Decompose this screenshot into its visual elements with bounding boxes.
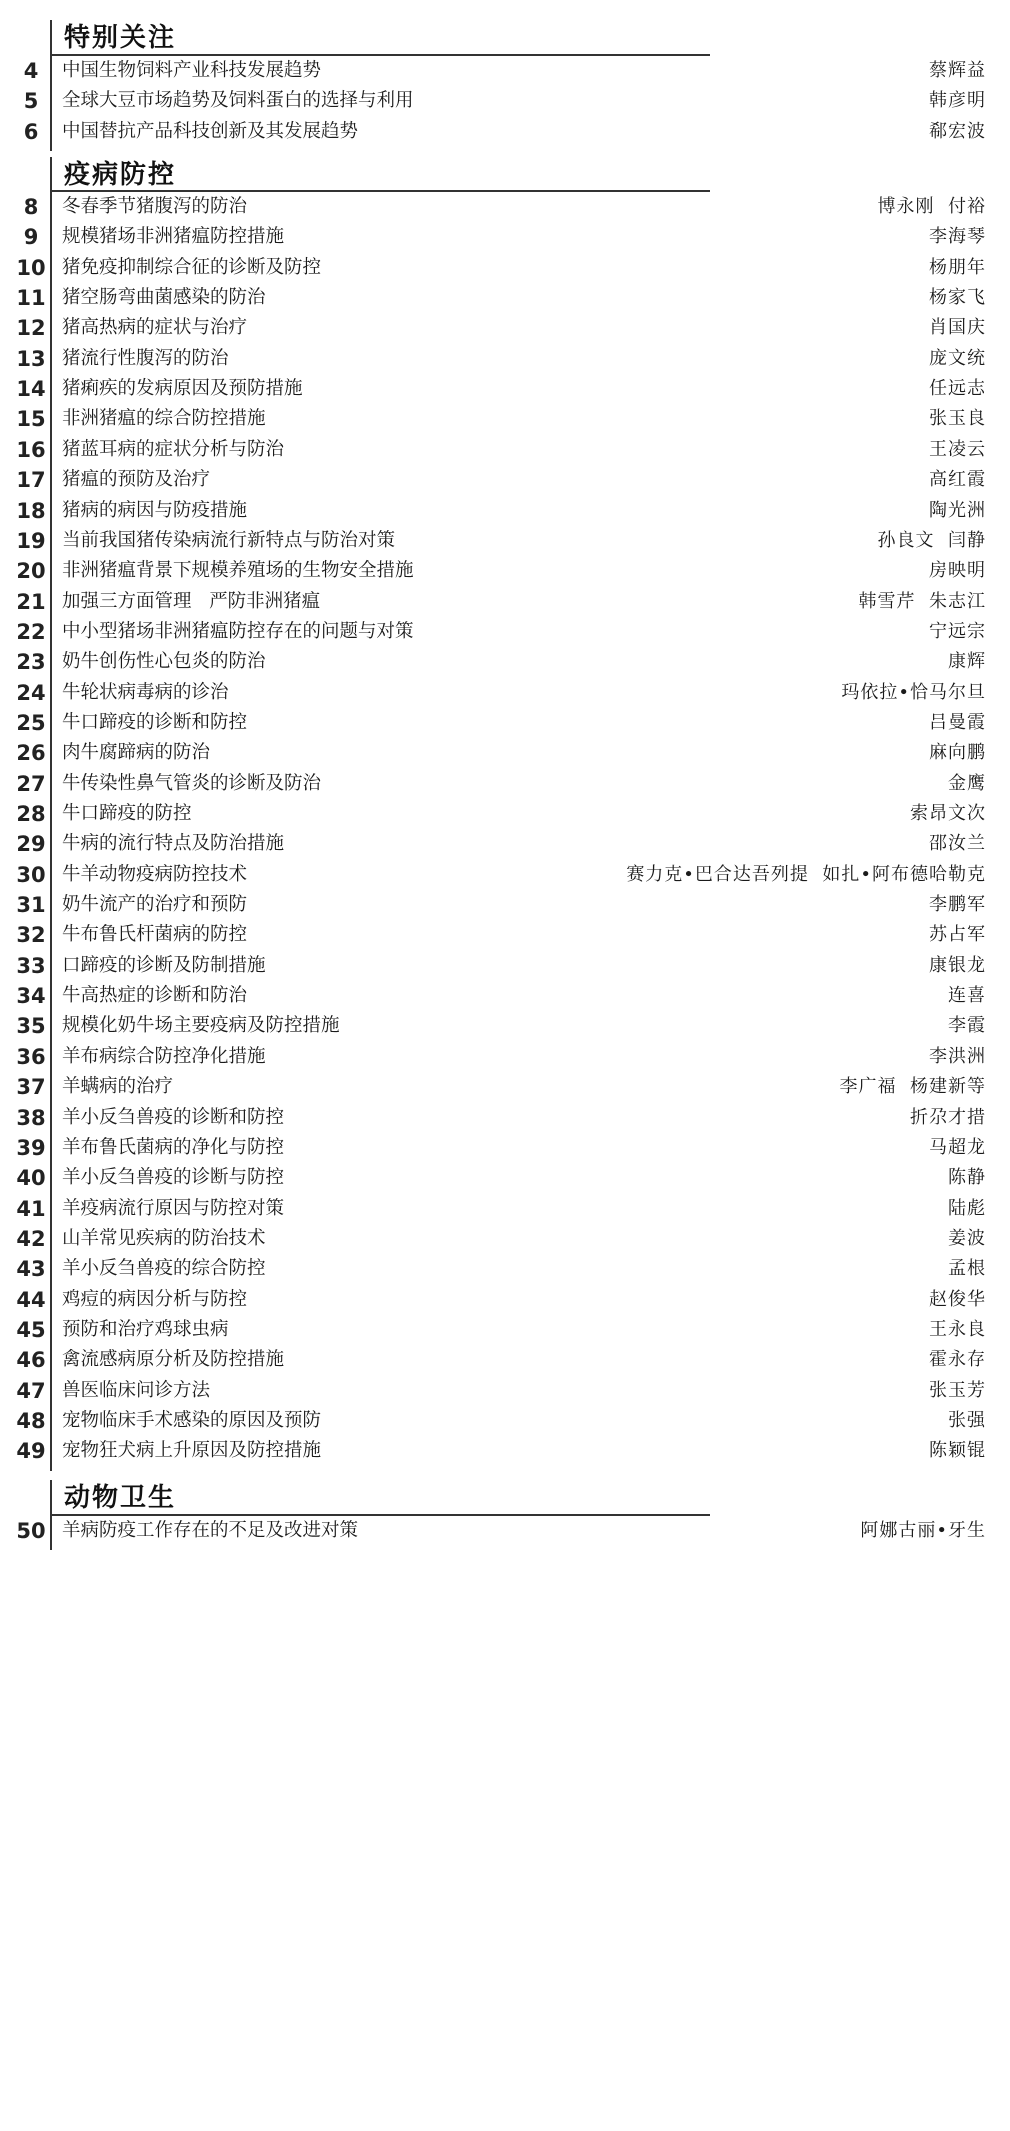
toc-entry[interactable] xyxy=(0,1011,1010,1041)
article-author: 玛依拉•恰马尔旦 xyxy=(841,681,986,703)
page-number: 29 xyxy=(16,832,46,857)
article-title: 山羊常见疾病的防治技术 xyxy=(62,1227,266,1249)
article-title: 预防和治疗鸡球虫病 xyxy=(62,1318,229,1340)
article-author: 孙良文 闫静 xyxy=(877,529,986,551)
toc-entry[interactable] xyxy=(0,1163,1010,1193)
toc-entry[interactable] xyxy=(0,920,1010,950)
page-number: 5 xyxy=(23,89,39,114)
page-number: 9 xyxy=(23,225,39,250)
toc-entry[interactable] xyxy=(0,951,1010,981)
article-title: 口蹄疫的诊断及防制措施 xyxy=(62,954,266,976)
page-number: 16 xyxy=(16,437,46,462)
page-number: 17 xyxy=(16,468,46,493)
page-number: 28 xyxy=(16,802,46,826)
article-author: 李鹏军 xyxy=(929,894,986,916)
article-title: 兽医临床问诊方法 xyxy=(62,1379,211,1401)
toc-entry[interactable] xyxy=(0,86,1010,116)
article-title: 羊疫病流行原因与防控对策 xyxy=(62,1197,285,1219)
toc-entry[interactable] xyxy=(0,708,1010,738)
page-number: 13 xyxy=(16,346,46,371)
article-author: 王永良 xyxy=(929,1318,986,1340)
toc-entry[interactable] xyxy=(0,404,1010,434)
toc-entry[interactable] xyxy=(0,374,1010,404)
article-title: 牛口蹄疫的防控 xyxy=(62,803,192,824)
page-number: 24 xyxy=(16,680,46,705)
page-number: 18 xyxy=(16,498,46,523)
page-number: 33 xyxy=(16,953,46,978)
toc-entry[interactable] xyxy=(0,192,1010,222)
section-title: 特别关注 xyxy=(64,23,177,53)
toc-entry[interactable] xyxy=(0,981,1010,1011)
article-author: 肖国庆 xyxy=(929,317,986,339)
toc-entry[interactable] xyxy=(0,283,1010,313)
page-number: 47 xyxy=(16,1378,46,1403)
toc-entry[interactable] xyxy=(0,496,1010,526)
toc-entry[interactable] xyxy=(0,1133,1010,1163)
article-author: 杨家飞 xyxy=(929,287,986,309)
article-author: 金鹰 xyxy=(948,772,986,794)
toc-entry[interactable] xyxy=(0,647,1010,677)
toc-entry[interactable] xyxy=(0,1436,1010,1466)
page-number: 10 xyxy=(16,255,46,280)
page-number: 11 xyxy=(16,286,46,311)
article-title: 猪痢疾的发病原因及预防措施 xyxy=(62,378,303,400)
section-title: 疫病防控 xyxy=(64,160,177,190)
toc-entry[interactable] xyxy=(0,1406,1010,1436)
page-number: 31 xyxy=(16,893,46,918)
article-title: 猪高热病的症状与治疗 xyxy=(62,317,248,339)
toc-entry[interactable] xyxy=(0,253,1010,283)
article-author: 姜波 xyxy=(948,1227,986,1249)
toc-entry[interactable] xyxy=(0,435,1010,465)
toc-entry[interactable] xyxy=(0,222,1010,252)
article-title: 奶牛创伤性心包炎的防治 xyxy=(62,651,266,673)
toc-entry[interactable] xyxy=(0,526,1010,556)
page-number: 48 xyxy=(16,1409,46,1433)
article-author: 杨朋年 xyxy=(929,256,986,278)
article-title: 羊小反刍兽疫的综合防控 xyxy=(62,1258,266,1280)
article-author: 孟根 xyxy=(948,1258,986,1280)
toc-entry[interactable] xyxy=(0,344,1010,374)
article-title: 鸡痘的病因分析与防控 xyxy=(62,1288,248,1310)
page-number: 32 xyxy=(16,923,46,948)
toc-entry[interactable] xyxy=(0,860,1010,890)
article-title: 宠物狂犬病上升原因及防控措施 xyxy=(62,1440,322,1462)
page-number: 50 xyxy=(16,1519,46,1543)
article-title: 规模化奶牛场主要疫病及防控措施 xyxy=(62,1015,340,1037)
article-author: 康银龙 xyxy=(929,954,986,976)
page-number: 12 xyxy=(16,316,46,341)
article-title: 羊小反刍兽疫的诊断和防控 xyxy=(62,1106,285,1128)
article-title: 牛布鲁氏杆菌病的防控 xyxy=(62,924,248,946)
page-number: 22 xyxy=(16,619,46,644)
article-author: 连喜 xyxy=(948,985,986,1007)
article-title: 牛高热症的诊断和防治 xyxy=(62,985,248,1007)
article-title: 牛传染性鼻气管炎的诊断及防治 xyxy=(62,772,322,794)
article-author: 张玉芳 xyxy=(929,1379,986,1401)
article-title: 羊布病综合防控净化措施 xyxy=(62,1045,266,1067)
page-number: 4 xyxy=(23,59,39,83)
page-number: 8 xyxy=(23,195,39,219)
article-title: 奶牛流产的治疗和预防 xyxy=(62,894,248,916)
article-author: 赛力克•巴合达吾列提 如扎•阿布德哈勒克 xyxy=(626,863,986,885)
article-title: 全球大豆市场趋势及饲料蛋白的选择与利用 xyxy=(62,90,414,112)
article-author: 索昂文次 xyxy=(910,803,986,824)
article-author: 博永刚 付裕 xyxy=(877,196,986,217)
article-author: 韩彦明 xyxy=(929,90,986,112)
article-title: 猪流行性腹泻的防治 xyxy=(62,347,229,369)
page-number: 41 xyxy=(16,1196,46,1221)
page-number: 40 xyxy=(16,1166,46,1191)
toc-entry[interactable] xyxy=(0,890,1010,920)
toc-entry[interactable] xyxy=(0,829,1010,859)
article-author: 苏占军 xyxy=(929,924,986,946)
toc-entry[interactable] xyxy=(0,1345,1010,1375)
article-author: 陶光洲 xyxy=(929,499,986,521)
toc-entry[interactable] xyxy=(0,1103,1010,1133)
page-number: 36 xyxy=(16,1044,46,1069)
toc-entry[interactable] xyxy=(0,1315,1010,1345)
toc-entry[interactable] xyxy=(0,769,1010,799)
toc-entry[interactable] xyxy=(0,556,1010,586)
article-author: 康辉 xyxy=(948,651,986,673)
toc-entry[interactable] xyxy=(0,1254,1010,1284)
article-title: 牛病的流行特点及防治措施 xyxy=(62,833,285,855)
article-author: 李广福 杨建新等 xyxy=(839,1076,986,1098)
page-number: 34 xyxy=(16,984,46,1009)
toc-entry[interactable] xyxy=(0,1194,1010,1224)
toc-entry[interactable] xyxy=(0,1224,1010,1254)
article-title: 当前我国猪传染病流行新特点与防治对策 xyxy=(62,529,396,551)
article-author: 马超龙 xyxy=(929,1136,986,1158)
page-number: 21 xyxy=(16,589,46,614)
page-number: 49 xyxy=(16,1439,46,1464)
article-author: 邵汝兰 xyxy=(929,833,986,855)
article-title: 羊螨病的治疗 xyxy=(62,1076,174,1098)
article-author: 郗宏波 xyxy=(929,120,986,142)
article-author: 房映明 xyxy=(929,560,986,582)
article-title: 猪空肠弯曲菌感染的防治 xyxy=(62,287,266,309)
article-author: 李霞 xyxy=(948,1015,986,1037)
article-title: 羊小反刍兽疫的诊断与防控 xyxy=(62,1167,285,1189)
article-author: 陈颖锟 xyxy=(929,1440,986,1462)
toc-entry[interactable] xyxy=(0,313,1010,343)
page-number: 23 xyxy=(16,650,46,675)
article-author: 宁远宗 xyxy=(929,620,986,642)
article-title: 牛轮状病毒病的诊治 xyxy=(62,681,229,703)
toc-entry[interactable] xyxy=(0,465,1010,495)
article-title: 加强三方面管理 严防非洲猪瘟 xyxy=(62,590,321,612)
page-number: 15 xyxy=(16,407,46,432)
toc-entry[interactable] xyxy=(0,1376,1010,1406)
page-number: 42 xyxy=(16,1226,46,1251)
article-title: 羊病防疫工作存在的不足及改进对策 xyxy=(62,1520,359,1541)
page-number: 25 xyxy=(16,710,46,735)
page-number: 44 xyxy=(16,1287,46,1312)
article-author: 麻向鹏 xyxy=(929,742,986,764)
article-author: 王凌云 xyxy=(929,438,986,460)
article-title: 非洲猪瘟的综合防控措施 xyxy=(62,408,266,430)
page-number: 37 xyxy=(16,1075,46,1100)
article-author: 任远志 xyxy=(929,378,986,400)
article-title: 猪病的病因与防疫措施 xyxy=(62,499,248,521)
article-author: 蔡辉益 xyxy=(929,60,986,81)
article-title: 猪蓝耳病的症状分析与防治 xyxy=(62,438,285,460)
article-author: 李海琴 xyxy=(929,226,986,248)
article-title: 宠物临床手术感染的原因及预防 xyxy=(62,1410,322,1431)
toc-entry[interactable] xyxy=(0,56,1010,86)
article-title: 猪免疫抑制综合征的诊断及防控 xyxy=(62,256,322,278)
article-title: 中小型猪场非洲猪瘟防控存在的问题与对策 xyxy=(62,620,414,642)
article-author: 高红霞 xyxy=(929,469,986,491)
page-number: 20 xyxy=(16,559,46,584)
article-title: 牛羊动物疫病防控技术 xyxy=(62,863,248,885)
toc-entry[interactable] xyxy=(0,1072,1010,1102)
article-title: 牛口蹄疫的诊断和防控 xyxy=(62,711,248,733)
article-title: 中国生物饲料产业科技发展趋势 xyxy=(62,60,322,81)
article-author: 张强 xyxy=(948,1410,986,1431)
toc-entry[interactable] xyxy=(0,1285,1010,1315)
page-number: 38 xyxy=(16,1105,46,1130)
toc-entry[interactable] xyxy=(0,799,1010,829)
article-title: 冬春季节猪腹泻的防治 xyxy=(62,196,248,217)
page-number: 27 xyxy=(16,771,46,796)
toc-entry[interactable] xyxy=(0,617,1010,647)
section-title: 动物卫生 xyxy=(64,1483,177,1513)
article-author: 霍永存 xyxy=(929,1349,986,1371)
article-title: 中国替抗产品科技创新及其发展趋势 xyxy=(62,120,359,142)
article-author: 陈静 xyxy=(948,1167,986,1189)
page-number: 39 xyxy=(16,1135,46,1160)
article-author: 李洪洲 xyxy=(929,1045,986,1067)
page-number: 35 xyxy=(16,1014,46,1039)
article-title: 羊布鲁氏菌病的净化与防控 xyxy=(62,1136,285,1158)
toc-entry[interactable] xyxy=(0,117,1010,147)
toc-entry[interactable] xyxy=(0,738,1010,768)
page-number: 19 xyxy=(16,528,46,553)
article-author: 赵俊华 xyxy=(929,1288,986,1310)
article-author: 庞文统 xyxy=(929,347,986,369)
article-author: 吕曼霞 xyxy=(929,711,986,733)
toc-entry[interactable] xyxy=(0,678,1010,708)
article-title: 肉牛腐蹄病的防治 xyxy=(62,742,211,764)
toc-entry[interactable] xyxy=(0,1516,1010,1546)
page-number: 46 xyxy=(16,1348,46,1373)
article-title: 禽流感病原分析及防控措施 xyxy=(62,1349,285,1371)
article-title: 规模猪场非洲猪瘟防控措施 xyxy=(62,226,285,248)
article-author: 阿娜古丽•牙生 xyxy=(860,1520,986,1541)
toc-entry[interactable] xyxy=(0,587,1010,617)
page-number: 43 xyxy=(16,1257,46,1282)
article-author: 张玉良 xyxy=(929,408,986,430)
article-author: 陆彪 xyxy=(948,1197,986,1219)
article-title: 非洲猪瘟背景下规模养殖场的生物安全措施 xyxy=(62,560,414,582)
toc-entry[interactable] xyxy=(0,1042,1010,1072)
page-number: 30 xyxy=(16,862,46,887)
page-number: 45 xyxy=(16,1317,46,1342)
article-author: 折尕才措 xyxy=(910,1106,986,1128)
article-title: 猪瘟的预防及治疗 xyxy=(62,469,211,491)
page-number: 26 xyxy=(16,741,46,766)
article-author: 韩雪芹 朱志江 xyxy=(858,590,986,612)
page-number: 14 xyxy=(16,377,46,402)
page-number: 6 xyxy=(23,119,39,144)
